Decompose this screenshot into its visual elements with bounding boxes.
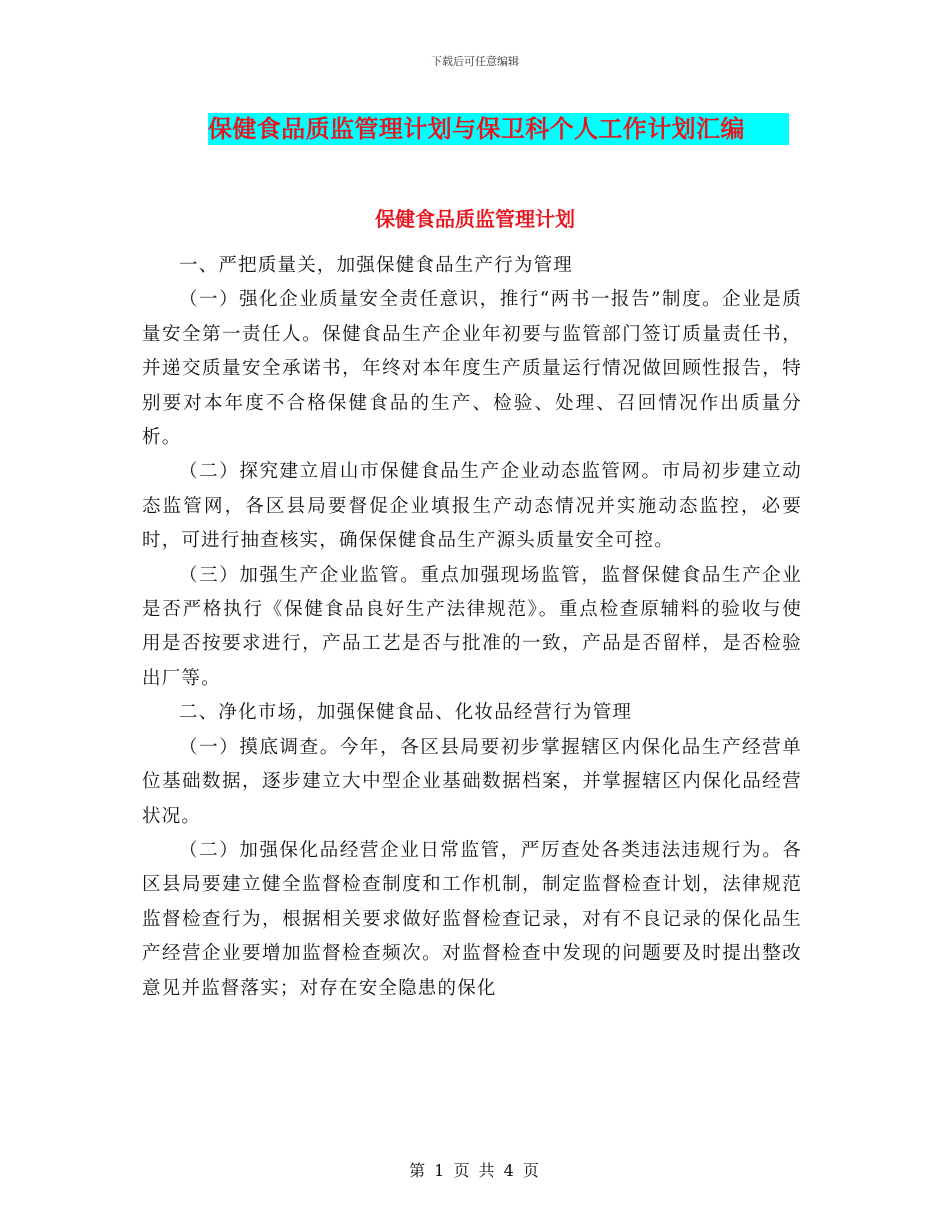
paragraph: （一）摸底调查。今年，各区县局要初步掌握辖区内保化品生产经营单位基础数据，逐步建立大中型企业基础数据档案，并掌握辖区内保化品经营状况。 [142,736,802,827]
paragraph: 一、严把质量关，加强保健食品生产行为管理 [179,255,574,276]
page-number: 第 1 页 共 4 页 [409,1161,541,1180]
document-body [142,249,802,1006]
paragraph: （一）强化企业质量安全责任意识，推行“两书一报告”制度。企业是质量安全第一责任人。保健食品生产企业年初要与监管部门签订质量责任书，并递交质量安全承诺书，年终对本年度生产质量运行情况做回顾性报告，特别要对本年度不合格保健食品的生产、检验、处理、召回情况作出质量分析。 [142,289,802,449]
paragraph: （二）加强保化品经营企业日常监管，严厉查处各类违法违规行为。各区县局要建立健全监督检查制度和工作机制，制定监督检查计划，法律规范监督检查行为，根据相关要求做好监督检查记录，对有不良记录的保化品生产经营企业要增加监督检查频次。对监督检查中发现的问题要及时提出整改意见并监督落实；对存在安全隐患的保化 [142,839,802,999]
document-title: 保健食品质监管理计划与保卫科个人工作计划汇编 [208,113,789,145]
paragraph: （二）探究建立眉山市保健食品生产企业动态监管网。市局初步建立动态监管网，各区县局要督促企业填报生产动态情况并实施动态监控，必要时，可进行抽查核实，确保保健食品生产源头质量安全可控。 [142,461,802,552]
paragraph: （三）加强生产企业监管。重点加强现场监管，监督保健食品生产企业是否严格执行《保健食品良好生产法律规范》。重点检查原辅料的验收与使用是否按要求进行，产品工艺是否与批准的一致，产品是否留样，是否检验出厂等。 [142,564,802,689]
paragraph: 二、净化市场，加强保健食品、化妆品经营行为管理 [179,702,633,724]
section-title: 保健食品质监管理计划 [375,207,575,231]
header-note: 下载后可任意编辑 [431,55,519,68]
